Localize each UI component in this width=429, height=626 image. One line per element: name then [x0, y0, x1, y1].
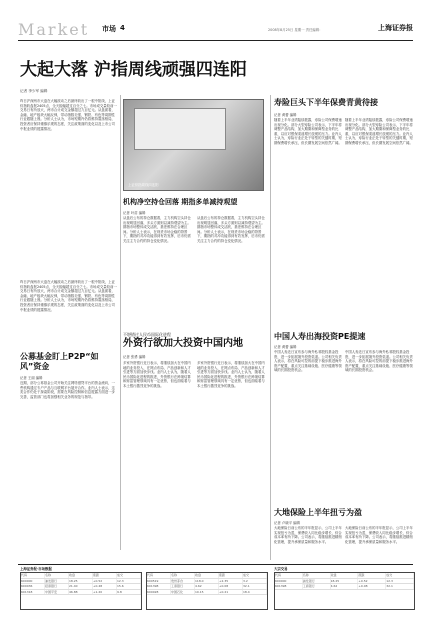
table-cell: +0.52: [93, 579, 117, 584]
photo-caption: 上证综指周线四连阳: [128, 183, 159, 187]
table-cell: 工商银行: [171, 584, 195, 589]
table-cell: 浦发银行: [45, 579, 69, 584]
warrants-body-cont: 大地保险日前公布的半年报显示，公司上半年实现扭亏为盈，保费收入同比稳步增长，综合成本率有所下降。公司表示，将继续推进精细化管理，提升承保质量和服务水平。: [345, 526, 413, 544]
pe-byline: 记者 黄蕾 编辑: [274, 345, 297, 349]
table-cell: 12.3: [117, 579, 141, 584]
foreign-byline: 记者 张勇 编辑: [123, 355, 146, 359]
date-line: 2008年8月25日 星期一 责任编辑：: [268, 28, 323, 32]
table-cell: 9.8: [117, 590, 141, 595]
insurance-body: 随着上半年业绩陆续披露，寿险公司保费增速出现分化。部分大型寿险公司表示，下半年将调整产品结构，加大期缴和保障型业务的比重，以应对银保渠道增长放缓的压力。业内人士认为，寿险行业正处于转型的关键时期，短期保费增长承压，但长期发展空间依然广阔。: [274, 118, 342, 145]
table-header-cell: 收盘: [195, 573, 219, 578]
table-header-cell: 名称: [171, 573, 195, 578]
quote-board: [134, 108, 226, 150]
insurance-byline: 记者 黄蕾 编辑: [274, 113, 297, 117]
lead-byline: 记者 李少军 编辑: [20, 89, 48, 93]
table-cell: +2.35: [219, 579, 243, 584]
fund-headline: 公募基金盯上P2P“如风”资金: [20, 352, 99, 371]
table-top-rule: [18, 564, 413, 565]
table-cell: 601398: [147, 584, 171, 589]
outflow-byline: 记者 叶苗 编辑: [123, 211, 146, 215]
table-header-cell: 代码: [147, 573, 171, 578]
masthead-rule: [18, 40, 413, 41]
table-cell: 601398: [275, 584, 303, 589]
outflow-headline: 机构净空持仓回落 期指多单减持观望: [123, 198, 238, 206]
foreign-headline: 外资行欲加大投资中国内地: [123, 338, 243, 349]
insurance-headline: 寿险巨头下半年保费青黄待接: [274, 98, 378, 107]
lead-body-cont: 昨日沪深两市大盘在大幅波动之后最终收出了一根中阳线，上证综指收盘报2405点，全天振幅超过百分之七。市场成交量较前一交易日有所放大，两市合计成交金额超过九百亿元。从盘面看，金融、地产板块大幅反弹，带动指数走强，钢铁、有色等周期性行业跟随上涨。分析人士认为，市场短期内仍将维持震荡格局，投资者应保持谨慎乐观的态度，关注政策面的变化以及上市公司中报业绩的披露情况。: [20, 280, 117, 312]
warrants-byline: 记者 卢晓平 编辑: [274, 521, 300, 525]
column-divider-right: [270, 95, 271, 560]
table-header-cell: 成交: [117, 573, 141, 578]
section-logo: Market: [18, 20, 90, 39]
table-cell: 3.2: [243, 579, 267, 584]
table-cell: 32.1: [243, 584, 267, 589]
table-cell: 32.1: [386, 584, 414, 589]
table-cell: 601318: [21, 590, 45, 595]
table-header-cell: 名称: [303, 573, 331, 578]
table-cell: +0.48: [93, 584, 117, 589]
table-row: [21, 590, 141, 596]
table-header-cell: 收盘: [69, 573, 93, 578]
pe-body: 中国人寿近日宣布参与海外私募股权基金投资，进一步拓展境外投资渠道。公司相关负责人表示，将在风险可控的前提下稳步推进海外资产配置，重点关注基础设施、医疗健康等领域的长期投资机会。: [274, 350, 342, 373]
table-cell: 15.6: [117, 584, 141, 589]
table-cell: 招商银行: [45, 584, 69, 589]
masthead: [18, 20, 413, 40]
lead-headline: 大起大落 沪指周线顽强四连阳: [20, 60, 247, 80]
pe-headline: 中国人寿出海投资PE提速: [274, 332, 366, 341]
table-caption-right: 大宗交易: [274, 567, 288, 571]
table-cell: 4.62: [195, 584, 219, 589]
market-photo: [123, 99, 264, 191]
foreign-kicker: 不堪错过人民币国际化进程: [123, 332, 171, 337]
fund-body: 近期，部分公募基金公司开始关注网络借贷平台的资金流向，一些机构通过专户产品与互联网平台展开合作。业内人士表示，这类合作仍处于探索阶段，需要在风险控制和信息披露方面进一步完善，监管部门也将加强相关业务的规范与指导。: [20, 381, 115, 399]
table-header-cell: 收盘: [331, 573, 359, 578]
page-number: 4: [120, 24, 125, 32]
foreign-body-cont: 多家外资银行近日表示，将继续加大在中国内地的业务投入，在网点布局、产品创新和人才引进等方面加快步伐。业内人士认为，随着人民币国际化进程的推进，外资银行在跨境结算和财富管理领域具有一定优势，但也面临着与本土银行激烈竞争的挑战。: [197, 361, 265, 388]
table-cell: 21.40: [69, 584, 93, 589]
insurance-body-cont: 随着上半年业绩陆续披露，寿险公司保费增速出现分化。部分大型寿险公司表示，下半年将调整产品结构，加大期缴和保障型业务的比重，以应对银保渠道增长放缓的压力。业内人士认为，寿险行业正处于转型的关键时期，短期保费增长承压，但长期发展空间依然广阔。: [345, 118, 413, 145]
table-cell: 12.3: [386, 579, 414, 584]
table-cell: +1.20: [93, 590, 117, 595]
table-cell: 18.25: [331, 579, 359, 584]
paper-name: 上海证券报: [378, 23, 413, 32]
table-header-cell: 成交: [386, 573, 414, 578]
table-cell: +0.21: [219, 590, 243, 595]
table-cell: 18.25: [69, 579, 93, 584]
pe-body-cont: 中国人寿近日宣布参与海外私募股权基金投资，进一步拓展境外投资渠道。公司相关负责人表示，将在风险可控的前提下稳步推进海外资产配置，重点关注基础设施、医疗健康等领域的长期投资机会。: [345, 350, 413, 373]
table-header-cell: 成交: [243, 573, 267, 578]
table-header-cell: 涨跌: [219, 573, 243, 578]
table-row: [147, 590, 267, 596]
outflow-body: 从盘后公布的持仓数据看，主力机构空头持仓出现明显回落，多头方面则以减持观望为主。期指市场整体成交活跃，基差维持在合理区间。分析人士表示，在现货市场企稳的背景下，期指的对冲功能得到有效发挥，后市仍需关注主力合约的持仓变化情况。: [123, 216, 191, 243]
table-row: [275, 584, 414, 590]
table-header-cell: 涨跌: [358, 573, 386, 578]
lead-body: 昨日沪深两市大盘在大幅波动之后最终收出了一根中阳线，上证综指收盘报2405点，全天振幅超过百分之七。市场成交量较前一交易日有所放大，两市合计成交金额超过九百亿元。从盘面看，金融、地产板块大幅反弹，带动指数走强，钢铁、有色等周期性行业跟随上涨。分析人士认为，市场短期内仍将维持震荡格局，投资者应保持谨慎乐观的态度，关注政策面的变化以及上市公司中报业绩的披露情况。: [20, 99, 117, 131]
table-cell: 工商银行: [303, 584, 331, 589]
fund-byline: 记者 王丽 编辑: [20, 376, 43, 380]
table-header-cell: 代码: [275, 573, 303, 578]
outflow-body-cont: 从盘后公布的持仓数据看，主力机构空头持仓出现明显回落，多头方面则以减持观望为主。期指市场整体成交活跃，基差维持在合理区间。分析人士表示，在现货市场企稳的背景下，期指的对冲功能得到有效发挥，后市仍需关注主力合约的持仓变化情况。: [197, 216, 265, 243]
warrants-headline: 大地保险上半年扭亏为盈: [274, 508, 362, 517]
column-divider: [120, 95, 121, 550]
table-header-cell: 涨跌: [93, 573, 117, 578]
foreign-body: 多家外资银行近日表示，将继续加大在中国内地的业务投入，在网点布局、产品创新和人才引进等方面加快步伐。业内人士认为，随着人民币国际化进程的推进，外资银行在跨境结算和财富管理领域具有一定优势，但也面临着与本土银行激烈竞争的挑战。: [123, 361, 191, 388]
table-cell: +0.08: [358, 584, 386, 589]
table-cell: 600000: [275, 579, 303, 584]
table-cell: 10.15: [195, 590, 219, 595]
table-cell: 118.0: [195, 579, 219, 584]
table-header-cell: 代码: [21, 573, 45, 578]
table-cell: 600028: [147, 590, 171, 595]
data-table-c: [274, 572, 415, 610]
table-cell: 贵州茅台: [171, 579, 195, 584]
table-cell: 600519: [147, 579, 171, 584]
data-table-a: [20, 572, 142, 610]
table-cell: +0.52: [358, 579, 386, 584]
table-cell: 600000: [21, 579, 45, 584]
warrants-body: 大地保险日前公布的半年报显示，公司上半年实现扭亏为盈，保费收入同比稳步增长，综合成本率有所下降。公司表示，将继续推进精细化管理，提升承保质量和服务水平。: [274, 526, 342, 544]
table-cell: 600036: [21, 584, 45, 589]
table-caption-left: 上海证券报·市场数据: [20, 567, 52, 571]
table-cell: 中国平安: [45, 590, 69, 595]
column-name: 市场: [102, 25, 116, 33]
table-cell: 46.88: [69, 590, 93, 595]
data-table-b: [146, 572, 268, 610]
table-cell: 4.62: [331, 584, 359, 589]
table-header-cell: 名称: [45, 573, 69, 578]
table-cell: 18.4: [243, 590, 267, 595]
table-cell: 浦发银行: [303, 579, 331, 584]
table-cell: +0.08: [219, 584, 243, 589]
table-cell: 中国石化: [171, 590, 195, 595]
